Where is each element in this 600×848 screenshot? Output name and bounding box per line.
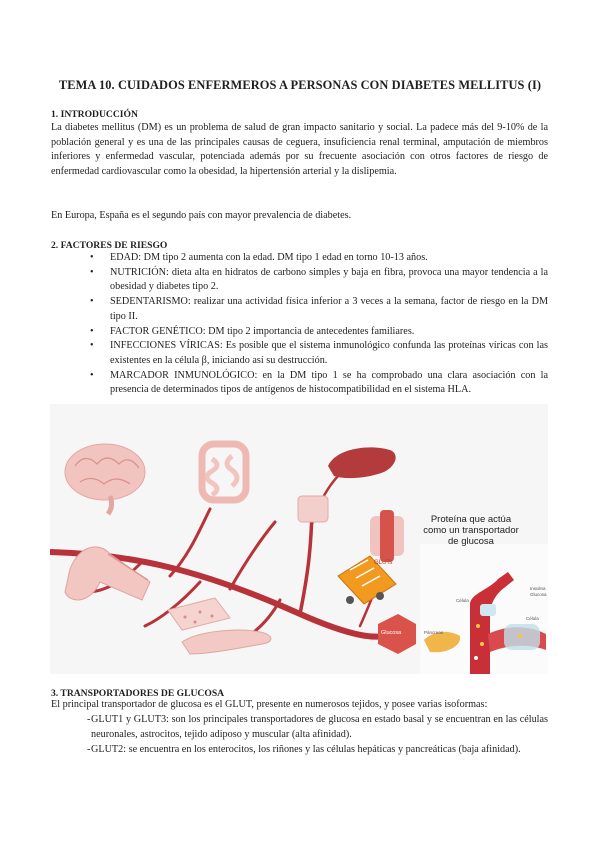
glut-item-glut2: - GLUT2: se encuentra en los enterocitos, los riñones y las células hepáticas y pancreáticas (baja afinidad).: [51, 743, 548, 758]
gluts-label: GLUTs: [374, 560, 393, 566]
tissue-block: [298, 496, 328, 522]
risk-item-nutrition: • NUTRICIÓN: dieta alta en hidratos de carbono simples y baja en fibra, provoca una mayor tendencia a la obesidad y diabetes tipo 2.: [51, 266, 548, 295]
section-heading-introduction: 1. INTRODUCCIÓN: [51, 109, 138, 120]
section-heading-transporters: 3. TRANSPORTADORES DE GLUCOSA: [51, 688, 225, 699]
cell-label-right: Célula: [526, 616, 539, 621]
artery-inset: [420, 544, 548, 674]
risk-item-genetic: • FACTOR GENÉTICO: DM tipo 2 importancia de antecedentes familiares.: [51, 325, 548, 340]
risk-item-viral: • INFECCIONES VÍRICAS: Es posible que el sistema inmunológico confunda las proteínas víricas con las existentes en la célula β, iniciando así su destrucción.: [51, 339, 548, 368]
risk-item-immune-marker: • MARCADOR INMUNOLÓGICO: en la DM tipo 1 se ha comprobado una clara asociación con la presencia de determinados tipos de antígenos de histocompatibilidad en el sistema HLA.: [51, 369, 548, 398]
transporter-protein: [370, 510, 404, 562]
legend-glucose: Glucosa: [530, 592, 547, 597]
europe-paragraph: En Europa, España es el segundo país con mayor prevalencia de diabetes.: [51, 210, 352, 221]
risk-item-sedentary: • SEDENTARISMO: realizar una actividad física inferior a 3 veces a la semana, factor de riesgo en la DM tipo II.: [51, 295, 548, 324]
figure-legend: [530, 586, 547, 598]
section-heading-risk-factors: 2. FACTORES DE RIESGO: [51, 240, 168, 251]
glucose-transporter-figure: [50, 404, 548, 674]
glucose-label: Glucosa: [381, 630, 402, 636]
glut-isoforms-list: [51, 713, 548, 759]
document-title: TEMA 10. CUIDADOS ENFERMEROS A PERSONAS CON DIABETES MELLITUS (I): [58, 78, 542, 92]
transporters-intro: El principal transportador de glucosa es el GLUT, presente en numerosos tejidos, y posee varias isoformas:: [51, 699, 488, 710]
caption-line-2: como un transportador: [423, 525, 519, 536]
intro-paragraph: La diabetes mellitus (DM) es un problema de salud de gran impacto sanitario y social. La padece más del 9-10% de la población general y es una de las principales causas de ceguera, insuficiencia renal terminal, amputación de miembros inferiores y enfermedad vascular, potenciada además por su frecuente asociación con otros factores de riesgo de enfermedad cardiovascular como la obesidad, la hipertensión arterial y la dislipemia.: [51, 122, 548, 178]
caption-line-3: de glucosa: [448, 536, 494, 547]
pancreas-label: Páncreas: [424, 630, 444, 635]
glut-item-glut1-glut3: - GLUT1 y GLUT3: son los principales transportadores de glucosa en estado basal y se encuentran en las células neuronales, astrocitos, tejido adiposo y muscular (alta afinidad).: [51, 713, 548, 742]
risk-item-age: • EDAD: DM tipo 2 aumenta con la edad. DM tipo 1 edad en torno 10-13 años.: [51, 251, 548, 266]
risk-factors-list: [51, 251, 548, 398]
legend-insulin: Insulina: [530, 586, 546, 591]
cell-label-left: Célula: [456, 598, 469, 603]
transporter-caption: [416, 514, 526, 547]
caption-line-1: Proteína que actúa: [430, 514, 512, 525]
